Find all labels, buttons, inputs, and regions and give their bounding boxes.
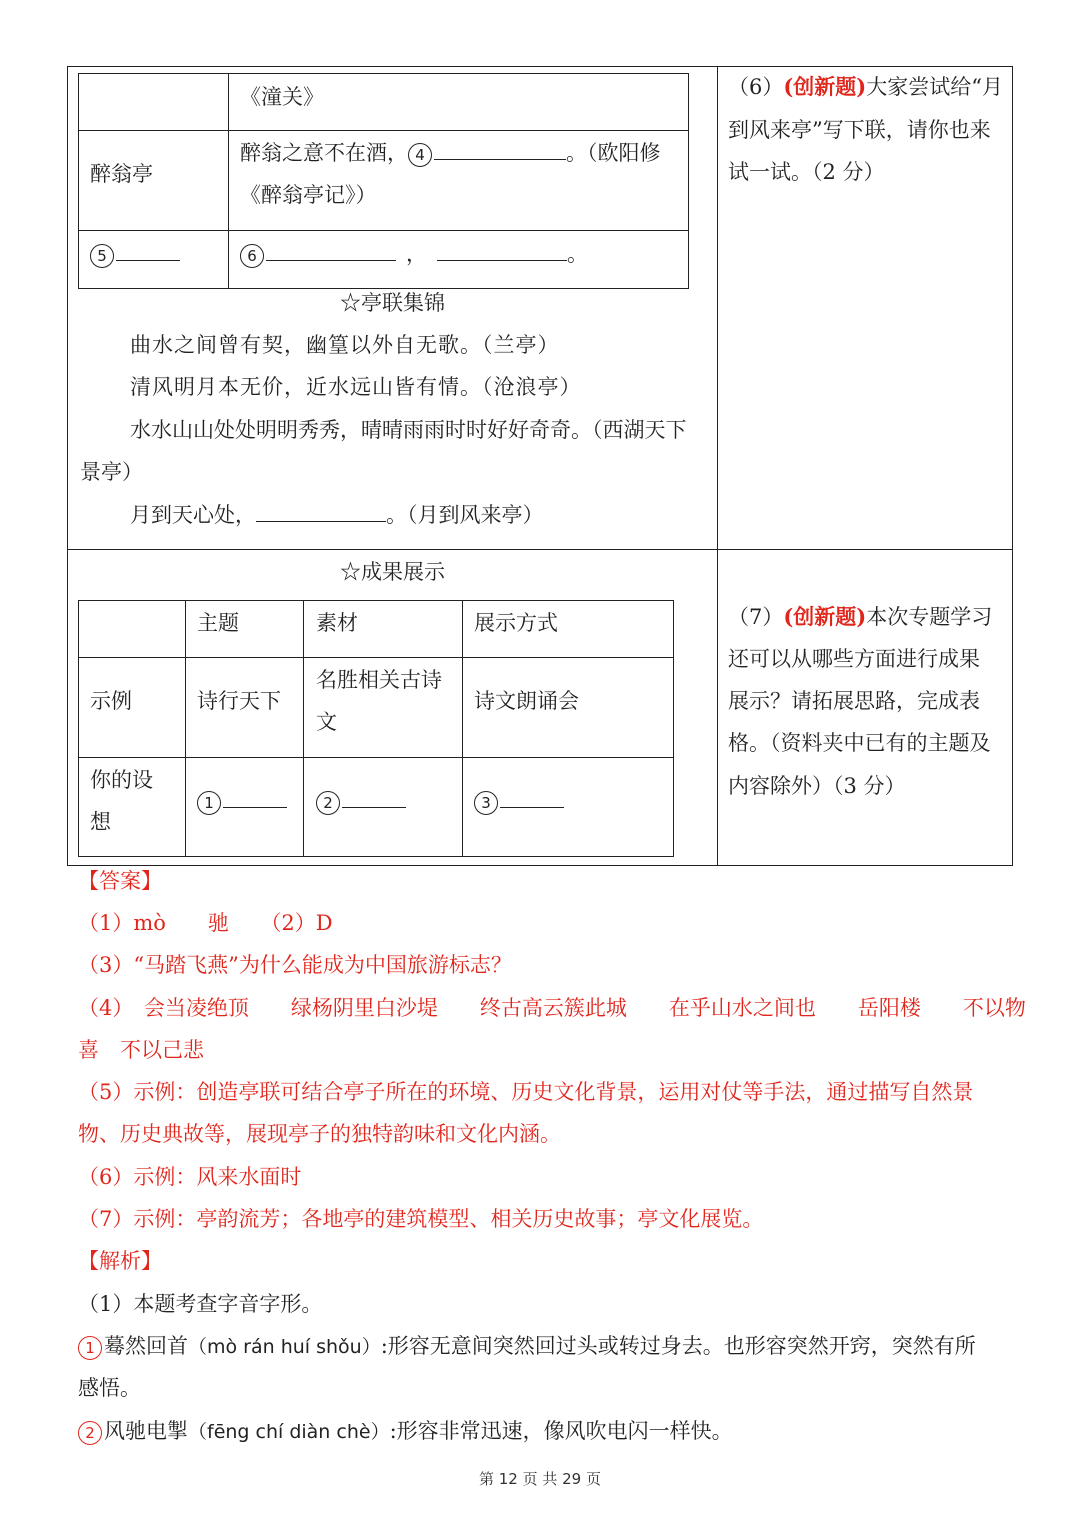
answer-6: （6）示例：风来水面时 — [78, 1165, 302, 1189]
circled-number-2: 2 — [316, 791, 340, 815]
example-material-line1: 名胜相关古诗 — [316, 668, 442, 692]
answer-4-line2: 喜 不以己悲 — [78, 1038, 204, 1062]
idea-blank-1-cell — [197, 780, 287, 822]
analysis-item-1: 1 蓦然回首（mò rán huí shǒu）:形容无意间突然回过头或转过身去。也形容突然开窍，突然有所 — [78, 1325, 976, 1368]
question-7-line3: 展示？请拓展思路，完成表 — [728, 689, 980, 713]
row-your-idea-line1: 你的设 — [90, 768, 153, 792]
analysis-heading: 【解析】 — [78, 1249, 162, 1273]
idea-blank-3-cell — [474, 780, 564, 822]
circled-number-4: 4 — [408, 143, 432, 167]
question-7-line4: 格。（资料夹中已有的主题及 — [728, 731, 991, 755]
circled-number-1: 1 — [78, 1336, 102, 1360]
question-7-line5: 内容除外）（3 分） — [728, 774, 906, 798]
outer-border-bottom — [67, 865, 1013, 866]
header-theme: 主题 — [197, 611, 239, 635]
answer-5-line1: （5）示例：创造亭联可结合亭子所在的环境、历史文化背景，运用对仗等手法，通过描写自然景 — [78, 1080, 974, 1104]
couplet-yuedao: 月到天心处， 。（月到风来亭） — [130, 494, 544, 536]
question-7-line2: 还可以从哪些方面进行成果 — [728, 647, 980, 671]
circled-number-6: 6 — [240, 244, 264, 268]
couplet-canglang: 清风明月本无价，近水远山皆有情。（沧浪亭） — [130, 375, 582, 399]
circled-number-1: 1 — [197, 791, 221, 815]
fill-blank-6b[interactable] — [437, 238, 567, 261]
question-6-line1: （6）(创新题)大家尝试给“月 — [728, 74, 1003, 99]
blank-5-cell — [90, 233, 180, 275]
answer-3: （3）“马踏飞燕”为什么能成为中国旅游标志？ — [78, 953, 512, 977]
header-display-mode: 展示方式 — [474, 611, 558, 635]
fill-blank-display[interactable] — [500, 785, 564, 808]
fill-blank-couplet[interactable] — [256, 499, 386, 522]
row-example-label: 示例 — [90, 689, 132, 713]
couplet-xihu-line2: 景亭） — [80, 460, 143, 484]
idea-blank-2-cell — [316, 780, 406, 822]
pavilion-name-zuiweng: 醉翁亭 — [90, 162, 153, 186]
answer-5-line2: 物、历史典故等，展现亭子的独特韵味和文化内涵。 — [78, 1122, 561, 1146]
circled-number-5: 5 — [90, 244, 114, 268]
answer-7: （7）示例：亭韵流芳；各地亭的建筑模型、相关历史故事；亭文化展览。 — [78, 1207, 764, 1231]
innovation-tag: (创新题) — [783, 74, 867, 99]
results-title: ☆成果展示 — [340, 560, 445, 584]
row-your-idea-line2: 想 — [90, 810, 111, 834]
couplets-title: ☆亭联集锦 — [340, 291, 445, 315]
answer-heading: 【答案】 — [78, 869, 162, 893]
circled-number-2: 2 — [78, 1421, 102, 1445]
poem-title-tongguan: 《潼关》 — [240, 85, 324, 109]
fill-blank-6a[interactable] — [266, 238, 396, 261]
question-6-line2: 到风来亭”写下联，请你也来 — [728, 118, 991, 142]
outer-row-divider — [67, 549, 1013, 550]
question-6-line3: 试一试。（2 分） — [728, 160, 885, 184]
fill-blank-4[interactable] — [434, 137, 566, 160]
innovation-tag: (创新题) — [783, 604, 867, 629]
answer-1-2: （1）mò 驰 （2）D — [78, 911, 333, 935]
analysis-1: （1）本题考查字音字形。 — [78, 1292, 323, 1316]
analysis-item-1-line2: 感悟。 — [78, 1376, 141, 1400]
outer-column-divider — [717, 66, 718, 866]
analysis-item-2: 2 风驰电掣（fēng chí diàn chè）:形容非常迅速，像风吹电闪一样快。 — [78, 1410, 733, 1453]
example-display-mode: 诗文朗诵会 — [474, 689, 579, 713]
page-footer: 第 12 页 共 29 页 — [478, 1470, 601, 1488]
outer-border-left — [67, 66, 68, 866]
header-material: 素材 — [316, 611, 358, 635]
fill-blank-theme[interactable] — [223, 785, 287, 808]
example-theme: 诗行天下 — [197, 689, 281, 713]
outer-border-right — [1012, 66, 1013, 866]
blank-6-cell: 6 ， 。 — [240, 233, 588, 275]
couplet-lanting: 曲水之间曾有契，幽篁以外自无歌。（兰亭） — [130, 333, 560, 357]
couplet-xihu-line1: 水水山山处处明明秀秀，晴晴雨雨时时好好奇奇。（西湖天下 — [130, 418, 687, 442]
fill-blank-5[interactable] — [116, 238, 180, 261]
circled-number-3: 3 — [474, 791, 498, 815]
zuiweng-source: 《醉翁亭记》） — [240, 183, 377, 207]
zuiweng-quote: 醉翁之意不在酒， 4 。（欧阳修 — [240, 132, 661, 174]
answer-4-line1: （4） 会当凌绝顶 绿杨阴里白沙堤 终古高云簇此城 在乎山水之间也 岳阳楼 不以物 — [78, 996, 1026, 1020]
example-material-line2: 文 — [316, 710, 337, 734]
fill-blank-material[interactable] — [342, 785, 406, 808]
question-7-line1: （7）(创新题)本次专题学习 — [728, 604, 993, 629]
